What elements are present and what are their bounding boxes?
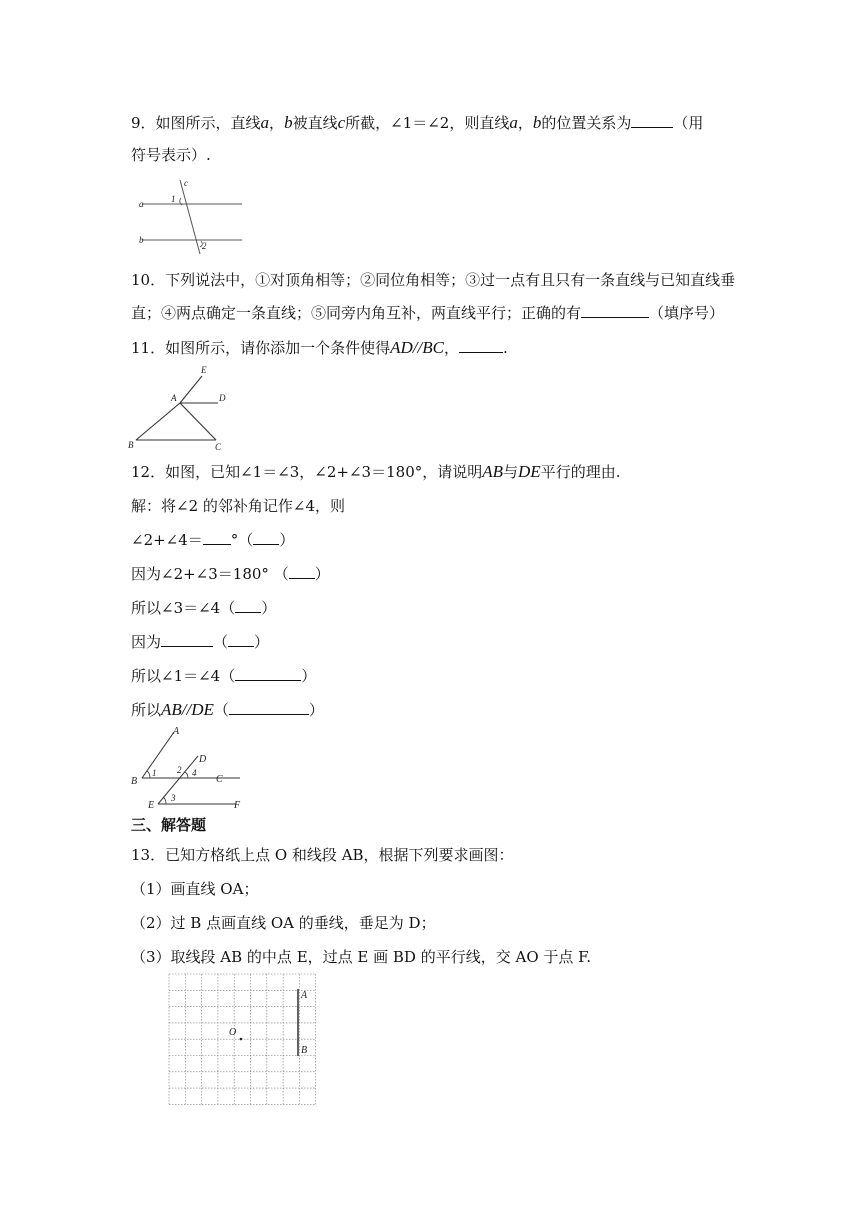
label-D: D: [199, 754, 207, 765]
label-1: 1: [171, 194, 176, 204]
q12-line2: [131, 496, 345, 516]
q9-text: 所截，∠1＝∠2，则直线: [345, 114, 510, 132]
label-2: 2: [177, 765, 182, 775]
answer-blank[interactable]: [229, 699, 309, 715]
q12-text: 所以∠1＝∠4（: [131, 667, 236, 685]
q12-text: 所以: [131, 701, 162, 719]
answer-blank[interactable]: [289, 563, 315, 579]
q9-figure: [136, 176, 246, 254]
q12-text: ）: [279, 531, 295, 549]
q9-comma: ，: [517, 114, 533, 132]
q13-step3: [131, 947, 591, 967]
label-B: B: [131, 776, 138, 787]
q12-text: （: [213, 633, 229, 651]
q10-line2: [131, 302, 724, 323]
answer-blank[interactable]: [235, 597, 261, 613]
q12-line4: [131, 563, 330, 584]
q10-line1: [131, 270, 735, 290]
q12-var-AB: AB: [482, 462, 504, 481]
answer-blank[interactable]: [631, 112, 673, 128]
q12-text: 解：将∠2 的邻补角记作∠4，则: [131, 497, 345, 515]
q12-text: 12．如图，已知∠1＝∠3，∠2+∠3＝180°，请说明: [131, 463, 483, 481]
q10-text: （填序号）: [649, 304, 725, 322]
q12-line8: [131, 699, 324, 720]
q12-line3: [131, 529, 294, 550]
q9-text: 被直线: [292, 114, 338, 132]
q9-var-a: a: [509, 113, 518, 132]
ray-ED: [158, 756, 198, 804]
q12-text: 因为: [131, 633, 162, 651]
segment-AC: [180, 403, 216, 440]
q12-text: ）: [261, 599, 277, 617]
q12-text: °（: [230, 531, 254, 549]
grid-lines: [169, 974, 316, 1104]
q9-text: （用: [673, 114, 704, 132]
q9-var-c: c: [337, 113, 346, 132]
segment-BA: [136, 403, 180, 440]
q9-line1: [131, 112, 703, 133]
label-E: E: [148, 800, 155, 811]
label-3: 3: [171, 793, 176, 803]
label-2: 2: [202, 241, 207, 251]
label-C: C: [215, 442, 222, 452]
label-1: 1: [152, 768, 157, 778]
q12-line6: [131, 631, 269, 652]
ray-BA: [142, 732, 174, 778]
label-F: F: [234, 800, 241, 811]
point-O: [240, 1038, 243, 1041]
q9-line2: [131, 145, 211, 165]
q13-step2: [131, 913, 436, 933]
q9-text: 符号表示）.: [131, 146, 211, 164]
q12-text: ）: [314, 565, 330, 583]
section-title: 三、解答题: [131, 816, 207, 834]
line-c: [180, 180, 200, 254]
q9-var-a: a: [260, 113, 270, 132]
q13-line1: [131, 845, 514, 865]
q12-text: 所以∠3＝∠4（: [131, 599, 236, 617]
q9-var-b: b: [532, 113, 542, 132]
q13-text: 13．已知方格纸上点 O 和线段 AB，根据下列要求画图：: [131, 846, 514, 864]
angle-2-arc: [185, 772, 188, 778]
answer-blank[interactable]: [203, 529, 231, 545]
q13-step-text: （1）画直线 OA；: [131, 880, 259, 898]
q12-text: 平行的理由.: [540, 463, 621, 481]
label-A: A: [171, 393, 177, 403]
answer-blank[interactable]: [228, 631, 254, 647]
label-c: c: [184, 178, 188, 188]
answer-blank[interactable]: [253, 529, 279, 545]
q12-text: 因为∠2+∠3＝180° （: [131, 565, 289, 583]
q12-text: 与: [503, 463, 519, 481]
q12-text: ）: [301, 667, 317, 685]
q12-var-DE: DE: [518, 462, 541, 481]
q11-text: .: [502, 339, 508, 357]
q9-comma: ，: [269, 114, 285, 132]
q12-line7: [131, 665, 316, 686]
label-B: B: [128, 440, 134, 450]
q12-text: ∠2+∠4＝: [131, 531, 203, 549]
section-heading: [131, 815, 206, 835]
label-4: 4: [192, 768, 197, 778]
q11-expression: AD//BC: [390, 338, 444, 357]
q10-text: 10．下列说法中，①对顶角相等；②同位角相等；③过一点有且只有一条直线与已知直线垂: [131, 271, 736, 289]
q12-line5: [131, 597, 276, 618]
q11-line1: [131, 337, 508, 358]
q9-text: 的位置关系为: [541, 114, 632, 132]
label-C: C: [216, 774, 223, 785]
angle-1-arc: [147, 771, 150, 778]
q13-step-text: （2）过 B 点画直线 OA 的垂线，垂足为 D；: [131, 914, 436, 932]
answer-blank[interactable]: [581, 302, 649, 318]
label-D: D: [219, 393, 226, 403]
answer-blank[interactable]: [161, 631, 213, 647]
q13-step-text: （3）取线段 AB 的中点 E，过点 E 画 BD 的平行线，交 AO 于点 F.: [131, 948, 591, 966]
q12-text: （: [213, 701, 229, 719]
q11-text: ，: [443, 339, 459, 357]
label-a: a: [139, 199, 144, 209]
label-E: E: [201, 365, 207, 375]
q9-var-b: b: [284, 113, 293, 132]
answer-blank[interactable]: [235, 665, 301, 681]
label-B: B: [301, 1045, 308, 1056]
label-b: b: [139, 235, 144, 245]
q13-step1: [131, 879, 258, 899]
q11-figure: [128, 364, 232, 452]
q9-text: 9．如图所示，直线: [131, 114, 261, 132]
label-A: A: [173, 726, 180, 737]
label-A: A: [301, 990, 308, 1001]
answer-blank[interactable]: [459, 337, 503, 353]
ray-AE: [180, 376, 202, 403]
q12-text: ）: [254, 633, 270, 651]
label-O: O: [229, 1027, 237, 1038]
q13-grid-figure: [168, 973, 316, 1107]
q12-figure: [128, 726, 250, 812]
q12-text: ）: [308, 701, 324, 719]
q10-text: 直；④两点确定一条直线；⑤同旁内角互补，两直线平行；正确的有: [131, 304, 582, 322]
q12-line1: [131, 462, 620, 482]
q12-expression: AB//DE: [161, 700, 214, 719]
q11-text: 11．如图所示，请你添加一个条件使得: [131, 339, 391, 357]
